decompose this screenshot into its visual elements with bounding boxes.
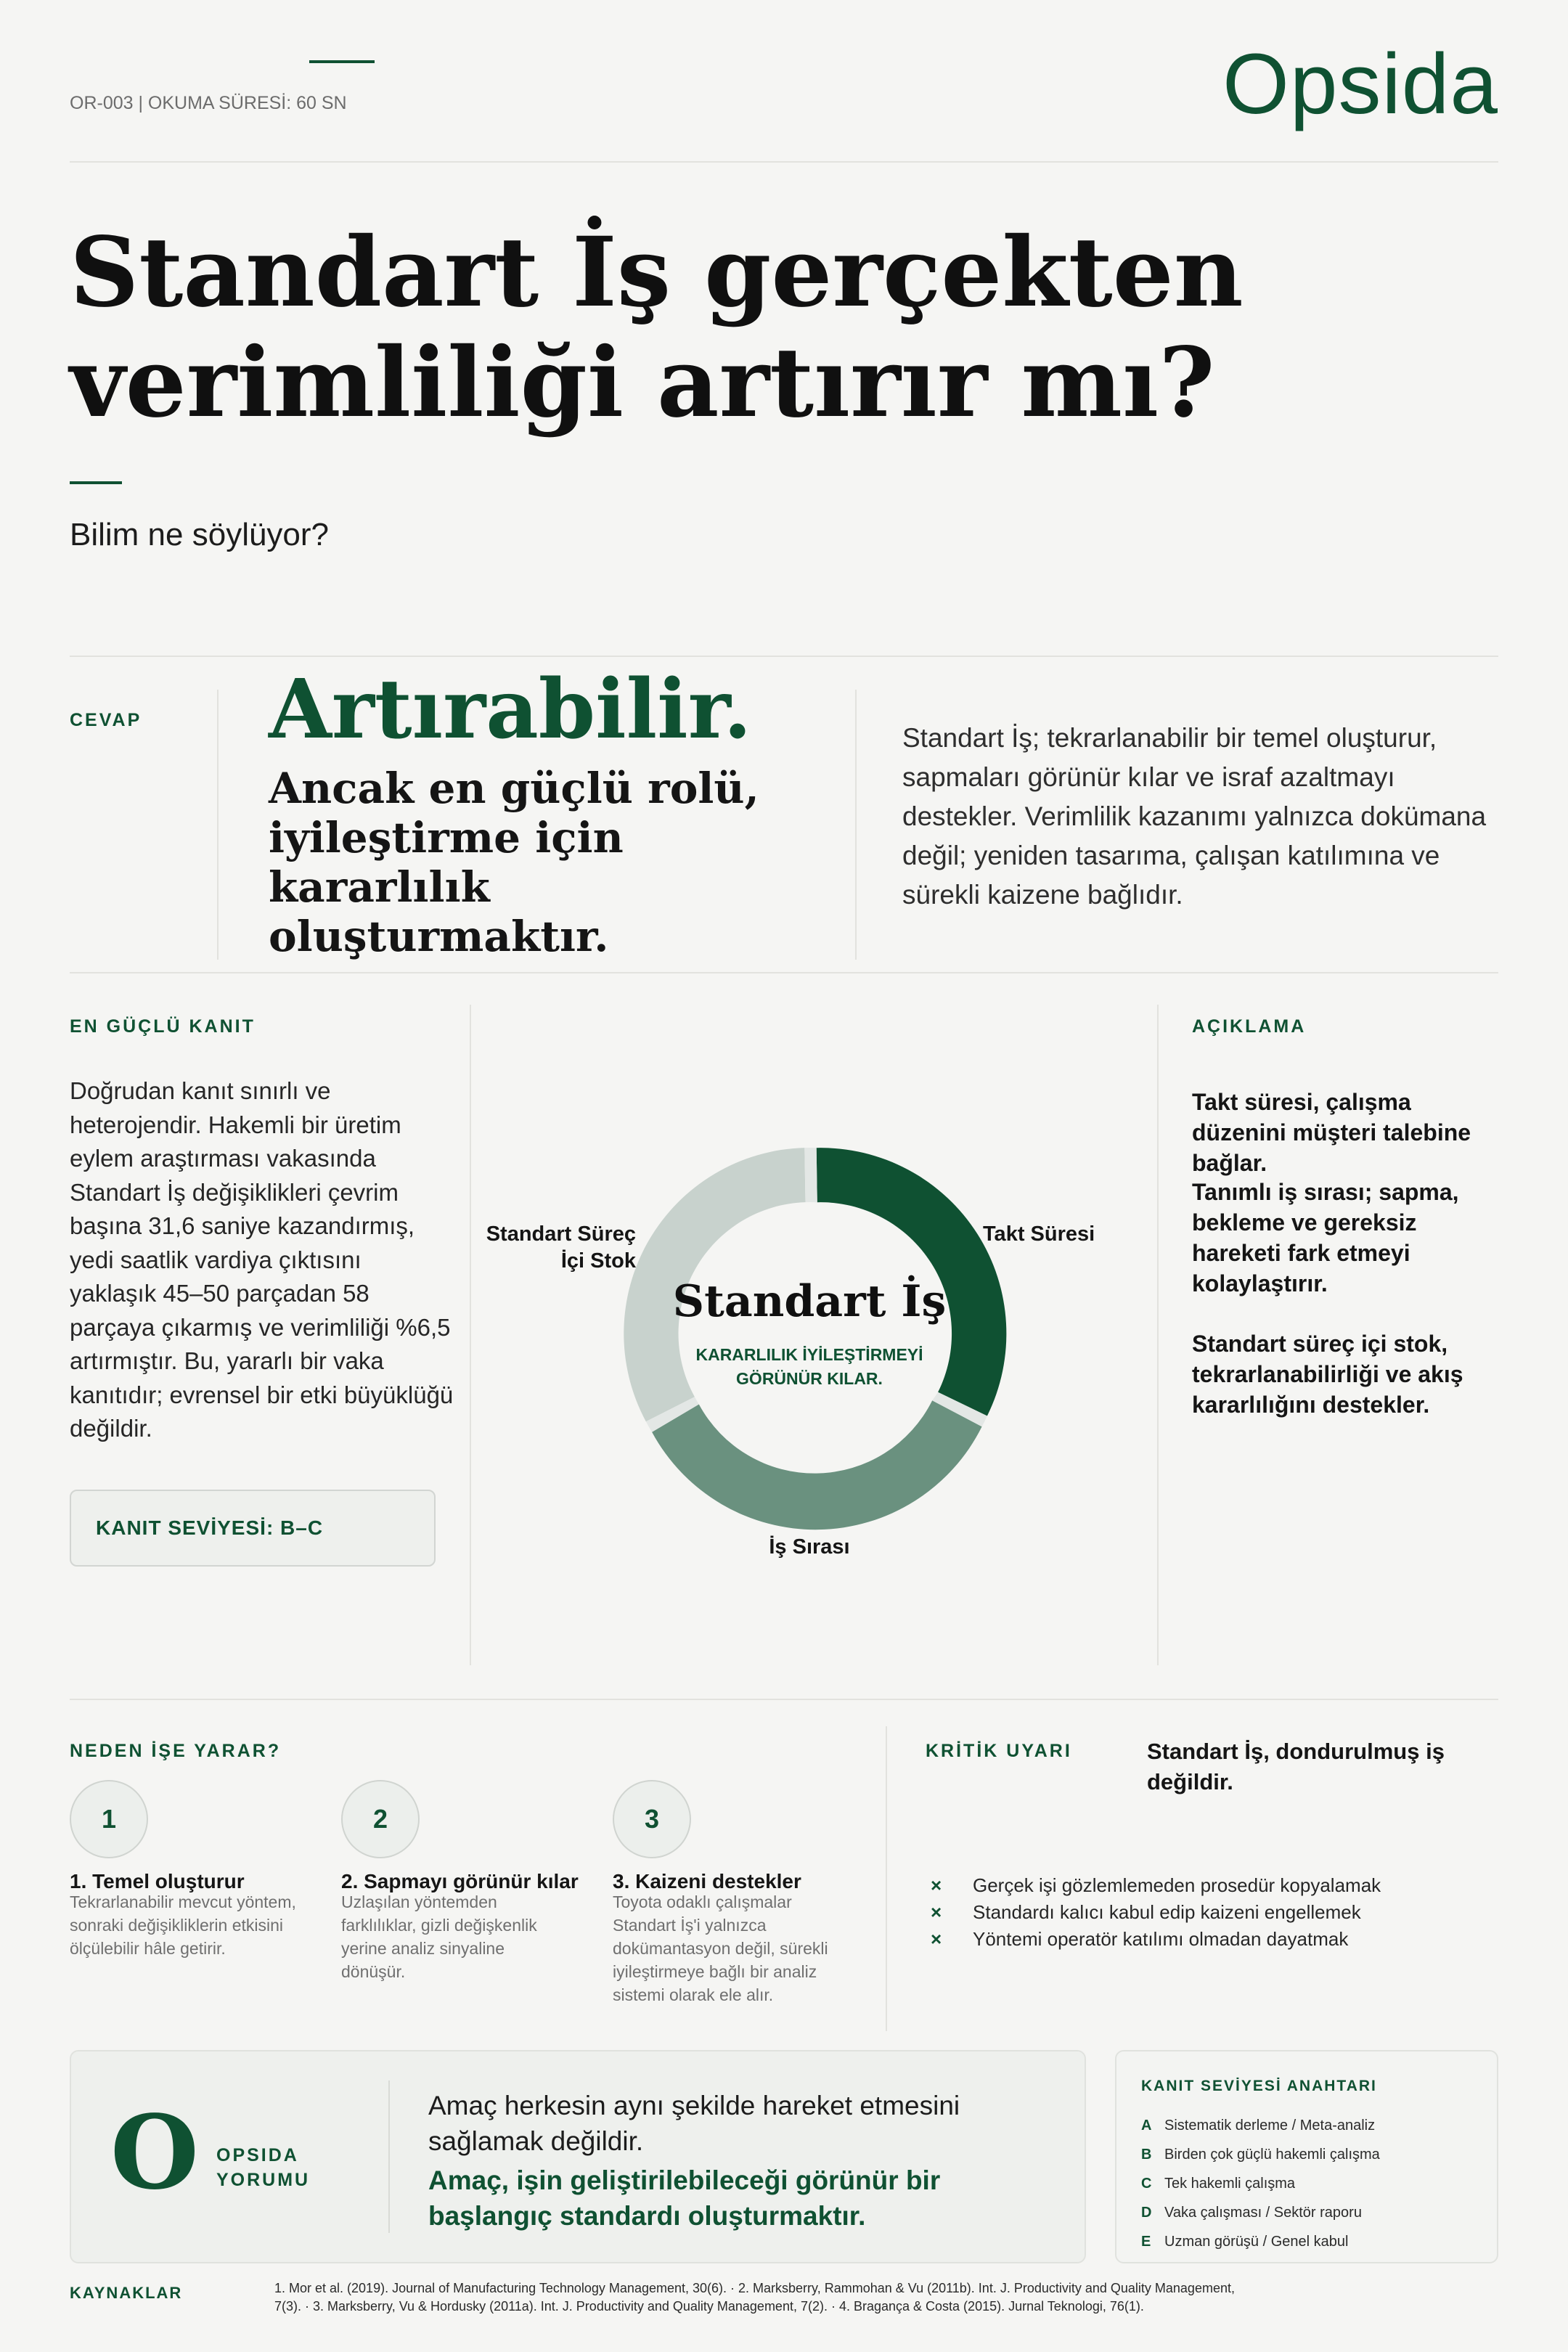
- reading-meta: OR-003 | OKUMA SÜRESİ: 60 SN: [70, 93, 347, 113]
- sources-text: 1. Mor et al. (2019). Journal of Manufacturing Technology Management, 30(6). · 2. Marksberry, Rammohan & Vu (2011b). Int. J. Productivity and Quality Management, 7(3). · 3. Marksberry, Vu & Hordusky (2011a). Int. J. Productivity and Quality Management, 7(2). · 4. Bragança & Costa (2015). Jurnal Teknologi, 76(1).: [274, 2281, 1235, 2314]
- explanation-item: Standart süreç içi stok, tekrarlanabilirliği ve akış kararlılığını destekler.: [1192, 1331, 1463, 1418]
- evidence-text: Doğrudan kanıt sınırlı ve heterojendir. Hakemli bir üretim eylem araştırması vakasında Standart İş değişiklikleri çevrim başına 31,6 saniye kazandırmış, yedi saatlik vardiya çıktısını yaklaşık 45–50 parçadan 58 parçaya çıkarmış ve verimliliği %6,5 artırmıştır. Bu, yararlı bir vaka kanıtıdır; evrensel bir etki büyüklüğü değildir.: [70, 1077, 454, 1442]
- segment-is-sirasi: [652, 1400, 982, 1530]
- answer-text: Standart İş; tekrarlanabilir bir temel oluşturur, sapmaları görünür kılar ve israf azaltmayı destekler. Verimlilik kazanımı yalnızca dokümana değil; yeniden tasarıma, çalışan katılımına ve sürekli kaizene bağlıdır.: [902, 723, 1487, 910]
- divider: [388, 2081, 390, 2233]
- key-row: B Birden çok güçlü hakemli çalışma: [1141, 2147, 1380, 2163]
- warning-item: × Yöntemi operatör katılımı olmadan dayatmak: [931, 1928, 1349, 1950]
- cross-icon: ×: [931, 1901, 942, 1923]
- center-title: Standart İş: [672, 1276, 947, 1327]
- opinion-text: Amaç herkesin aynı şekilde hareket etmesini sağlamak değildir.: [428, 2091, 960, 2156]
- answer-headline: Artırabilir.: [269, 662, 752, 757]
- warning-title: Standart İş, dondurulmuş iş değildir.: [1147, 1739, 1445, 1794]
- explanation-item: Takt süresi, çalışma düzenini müşteri talebine bağlar.: [1192, 1089, 1471, 1176]
- explanation-item: Tanımlı iş sırası; sapma, bekleme ve gereksiz hareketi fark etmeyi kolaylaştırır.: [1192, 1179, 1459, 1297]
- warning-item: × Gerçek işi gözlemlemeden prosedür kopyalamak: [931, 1874, 1381, 1896]
- step-description: Toyota odaklı çalışmalar Standart İş'i yalnızca dokümantasyon değil, sürekli iyileştirmeye bağlı bir analiz sistemi olarak ele alır.: [613, 1892, 828, 2004]
- step-title: 2. Sapmayı görünür kılar: [341, 1870, 579, 1892]
- step-title: 1. Temel oluşturur: [70, 1870, 245, 1892]
- page-title: [70, 218, 1304, 438]
- cross-icon: ×: [931, 1928, 942, 1950]
- explanation-label: AÇIKLAMA: [1192, 1016, 1307, 1037]
- cross-icon: ×: [931, 1874, 942, 1896]
- divider: [855, 690, 857, 960]
- evidence-label: EN GÜÇLÜ KANIT: [70, 1016, 256, 1037]
- standard-work-diagram: [472, 1060, 1140, 1626]
- divider: [886, 1726, 887, 2031]
- label-is-sirasi: İş Sırası: [769, 1535, 850, 1559]
- key-row: C Tek hakemli çalışma: [1141, 2176, 1296, 2192]
- step-title: 3. Kaizeni destekler: [613, 1870, 801, 1892]
- label-takt-suresi: Takt Süresi: [983, 1222, 1095, 1246]
- warning-label: KRİTİK UYARI: [926, 1741, 1072, 1761]
- divider: [70, 656, 1498, 657]
- label-standart-surec-2: İçi Stok: [560, 1249, 636, 1273]
- header-accent-line: [309, 60, 375, 63]
- label-standart-surec-1: Standart Süreç: [486, 1222, 636, 1246]
- warning-item: × Standardı kalıcı kabul edip kaizeni engellemek: [931, 1901, 1361, 1923]
- divider: [70, 972, 1498, 973]
- opsida-monogram: O: [110, 2094, 199, 2213]
- evidence-level-badge: KANIT SEVİYESİ: B–C: [70, 1490, 436, 1567]
- step-description: Tekrarlanabilir mevcut yöntem, sonraki değişikliklerin etkisini ölçülebilir hâle getirir.: [70, 1892, 296, 1958]
- opinion-highlight: Amaç, işin geliştirilebileceği görünür bir başlangıç standardı oluşturmaktır.: [428, 2165, 941, 2231]
- title-line-2: verimliliği artırır mı?: [70, 327, 1215, 439]
- answer-label: CEVAP: [70, 710, 142, 730]
- divider: [470, 1005, 471, 1665]
- step-description: Uzlaşılan yöntemden farklılıklar, gizli değişkenlik yerine analiz sinyaline dönüşür.: [341, 1892, 537, 1981]
- center-subtitle-1: KARARLILIK İYİLEŞTİRMEYİ: [695, 1345, 923, 1364]
- key-row: E Uzman görüşü / Genel kabul: [1141, 2234, 1349, 2250]
- divider: [70, 1699, 1498, 1700]
- step-number: 1: [70, 1780, 148, 1858]
- opinion-label: OPSIDA YORUMU: [216, 2145, 311, 2190]
- segment-gap: [804, 1148, 817, 1202]
- title-accent-line: [70, 481, 122, 484]
- opsida-logo: Opsida: [1222, 36, 1498, 132]
- center-subtitle-2: GÖRÜNÜR KILAR.: [736, 1369, 883, 1388]
- divider: [217, 690, 219, 960]
- step-number: 2: [341, 1780, 420, 1858]
- page-subtitle: Bilim ne söylüyor?: [70, 517, 330, 552]
- why-label: NEDEN İŞE YARAR?: [70, 1741, 282, 1761]
- key-row: D Vaka çalışması / Sektör raporu: [1141, 2205, 1362, 2221]
- answer-subheadline: Ancak en güçlü rolü, iyileştirme için kararlılık oluşturmaktır.: [269, 764, 759, 961]
- divider: [70, 161, 1498, 163]
- evidence-key-title: KANIT SEVİYESİ ANAHTARI: [1141, 2078, 1377, 2094]
- divider: [1157, 1005, 1159, 1665]
- step-number: 3: [613, 1780, 691, 1858]
- title-line-1: Standart İş gerçekten: [70, 216, 1244, 329]
- sources-label: KAYNAKLAR: [70, 2284, 183, 2302]
- key-row: A Sistematik derleme / Meta-analiz: [1141, 2118, 1376, 2133]
